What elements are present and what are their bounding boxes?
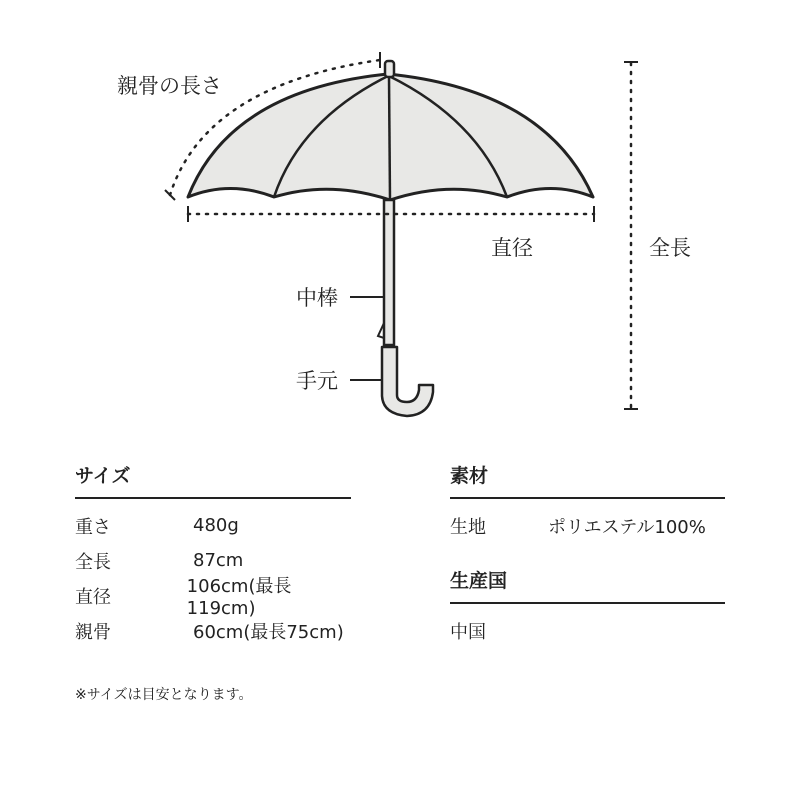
spec-value: ポリエステル100% — [548, 516, 706, 538]
size-section — [75, 461, 351, 648]
handle-label: 手元 — [296, 369, 338, 393]
material-section-title: 素材 — [450, 461, 725, 499]
spec-row-weight — [75, 508, 351, 543]
spec-value: 480g — [193, 515, 239, 536]
spec-key: 重さ — [75, 516, 111, 538]
spec-key: 生地 — [450, 516, 486, 538]
size-section-title: サイズ — [75, 461, 351, 499]
spec-row-fabric — [450, 508, 725, 543]
spec-row-rib — [75, 613, 351, 648]
material-section — [450, 461, 725, 543]
origin-section-title: 生産国 — [450, 566, 725, 604]
diameter-label: 直径 — [491, 236, 533, 260]
spec-row-origin — [450, 613, 725, 648]
total-length-label: 全長 — [649, 236, 691, 260]
origin-section — [450, 566, 725, 648]
spec-value: 87cm — [193, 550, 244, 571]
spec-value: 106cm(最長119cm) — [186, 576, 292, 619]
umbrella-shaft — [384, 200, 394, 345]
umbrella-canopy — [188, 74, 593, 200]
size-disclaimer-note: ※サイズは目安となります。 — [75, 687, 253, 703]
spec-key: 直径 — [75, 586, 111, 608]
spec-key: 親骨 — [75, 621, 111, 643]
spec-value: 60cm(最長75cm) — [193, 621, 344, 643]
total-length-dimension — [624, 62, 638, 409]
rib-length-label: 親骨の長さ — [117, 74, 222, 98]
umbrella-handle — [382, 347, 433, 416]
spec-value: 中国 — [450, 621, 486, 643]
spec-key: 全長 — [75, 551, 111, 573]
shaft-label: 中棒 — [296, 286, 338, 310]
umbrella-tip — [385, 61, 394, 77]
spec-row-diameter — [75, 576, 351, 619]
